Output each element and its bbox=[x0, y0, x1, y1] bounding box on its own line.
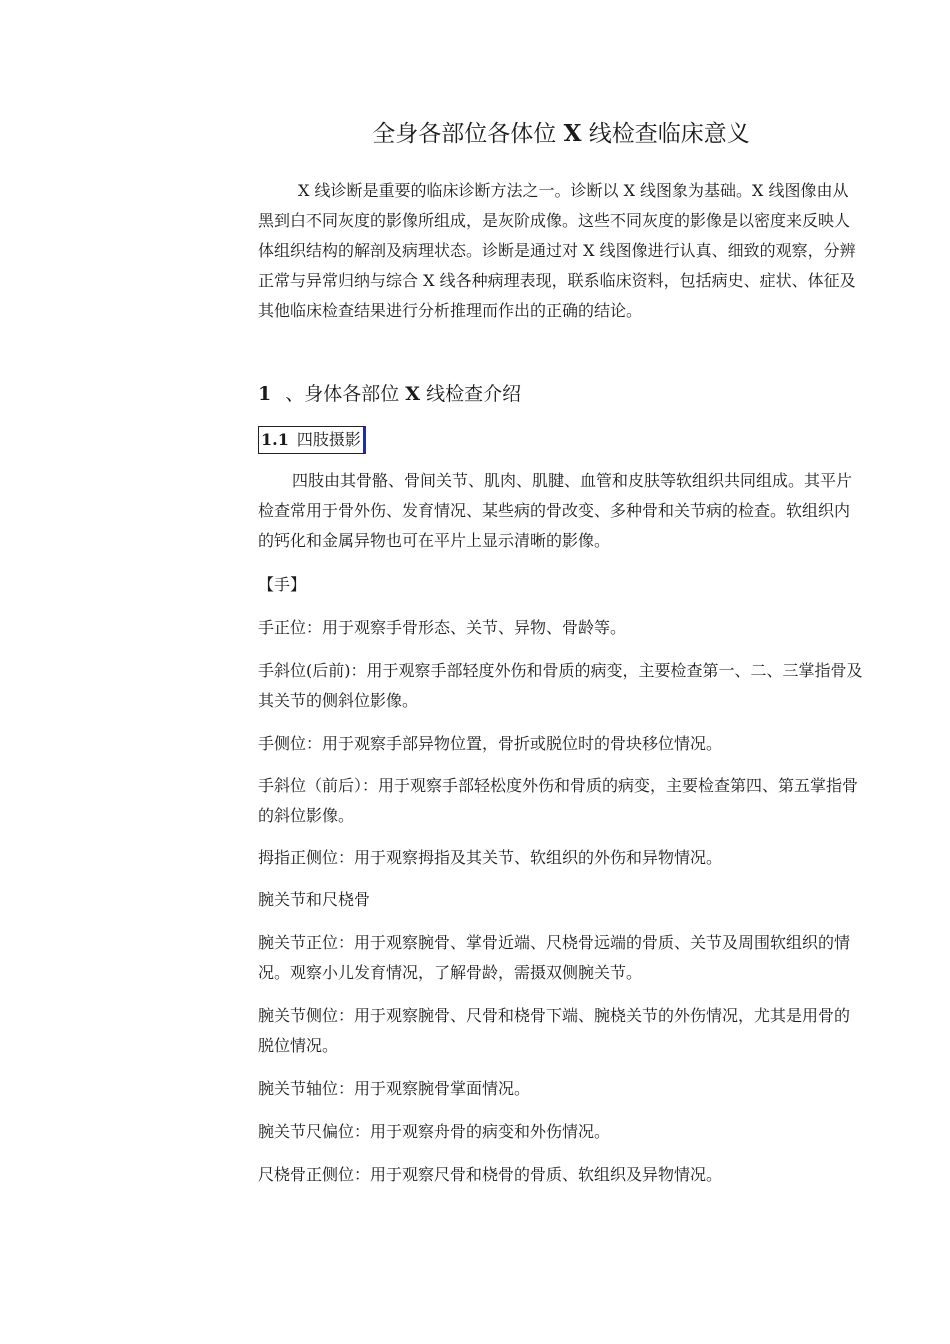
list-item: 手斜位(后前)：用于观察手部轻度外伤和骨质的病变，主要检查第一、二、三掌指骨及其关节的侧斜位影像。 bbox=[258, 661, 863, 710]
list-item: 腕关节侧位：用于观察腕骨、尺骨和桡骨下端、腕桡关节的外伤情况，尤其是用骨的脱位情况。 bbox=[258, 1006, 851, 1055]
hand-heading: 【手】 bbox=[258, 575, 307, 594]
list-item: 腕关节和尺桡骨 bbox=[258, 890, 371, 909]
title-prefix: 全身各部位各体位 bbox=[372, 121, 564, 147]
section-heading bbox=[258, 377, 521, 411]
title-x: X bbox=[563, 120, 582, 147]
subsection-number: 1.1 bbox=[261, 430, 289, 449]
document-title bbox=[258, 116, 864, 152]
list-item: 手斜位（前后）：用于观察手部轻松度外伤和骨质的病变，主要检查第四、第五掌指骨的斜位影像。 bbox=[258, 776, 859, 825]
list-item: 手正位：用于观察手骨形态、关节、异物、骨龄等。 bbox=[258, 618, 627, 637]
list-item: 腕关节尺偏位：用于观察舟骨的病变和外伤情况。 bbox=[258, 1122, 611, 1141]
list-item: 腕关节轴位：用于观察腕骨掌面情况。 bbox=[258, 1079, 531, 1098]
intro-paragraph: X 线诊断是重要的临床诊断方法之一。诊断以 X 线图象为基础。X 线图像由从黑到白不同灰度的影像所组成，是灰阶成像。这些不同灰度的影像是以密度来反映人体组织结构的解剖及病理状态。诊断是通过对 X 线图像进行认真、细致的观察，分辨正常与异常归纳与综合 X 线各种病理表现，联系临床资料，包括病史、症状、体征及其他临床检查结果进行分析推理而作出的正确的结论。 bbox=[258, 181, 856, 320]
section-text-suffix: 线检查介绍 bbox=[420, 383, 522, 405]
list-item: 拇指正侧位：用于观察拇指及其关节、软组织的外伤和异物情况。 bbox=[258, 848, 723, 867]
title-suffix: 线检查临床意义 bbox=[581, 121, 750, 147]
list-item: 手侧位：用于观察手部异物位置，骨折或脱位时的骨块移位情况。 bbox=[258, 734, 723, 753]
section-number: 1 bbox=[258, 383, 272, 405]
subsection-label: 四肢摄影 bbox=[296, 430, 361, 449]
subsection-heading bbox=[258, 426, 366, 454]
section-text-prefix: 、身体各部位 bbox=[285, 383, 406, 405]
list-item: 腕关节正位：用于观察腕骨、掌骨近端、尺桡骨远端的骨质、关节及周围软组织的情况。观察小儿发育情况，了解骨龄，需摄双侧腕关节。 bbox=[258, 933, 851, 982]
section-text-x: X bbox=[405, 383, 421, 405]
limbs-intro-paragraph: 四肢由其骨骼、骨间关节、肌肉、肌腱、血管和皮肤等软组织共同组成。其平片检查常用于骨外伤、发育情况、某些病的骨改变、多种骨和关节病的检查。软组织内的钙化和金属异物也可在平片上显示清晰的影像。 bbox=[258, 471, 853, 550]
list-item: 尺桡骨正侧位：用于观察尺骨和桡骨的骨质、软组织及异物情况。 bbox=[258, 1165, 723, 1184]
